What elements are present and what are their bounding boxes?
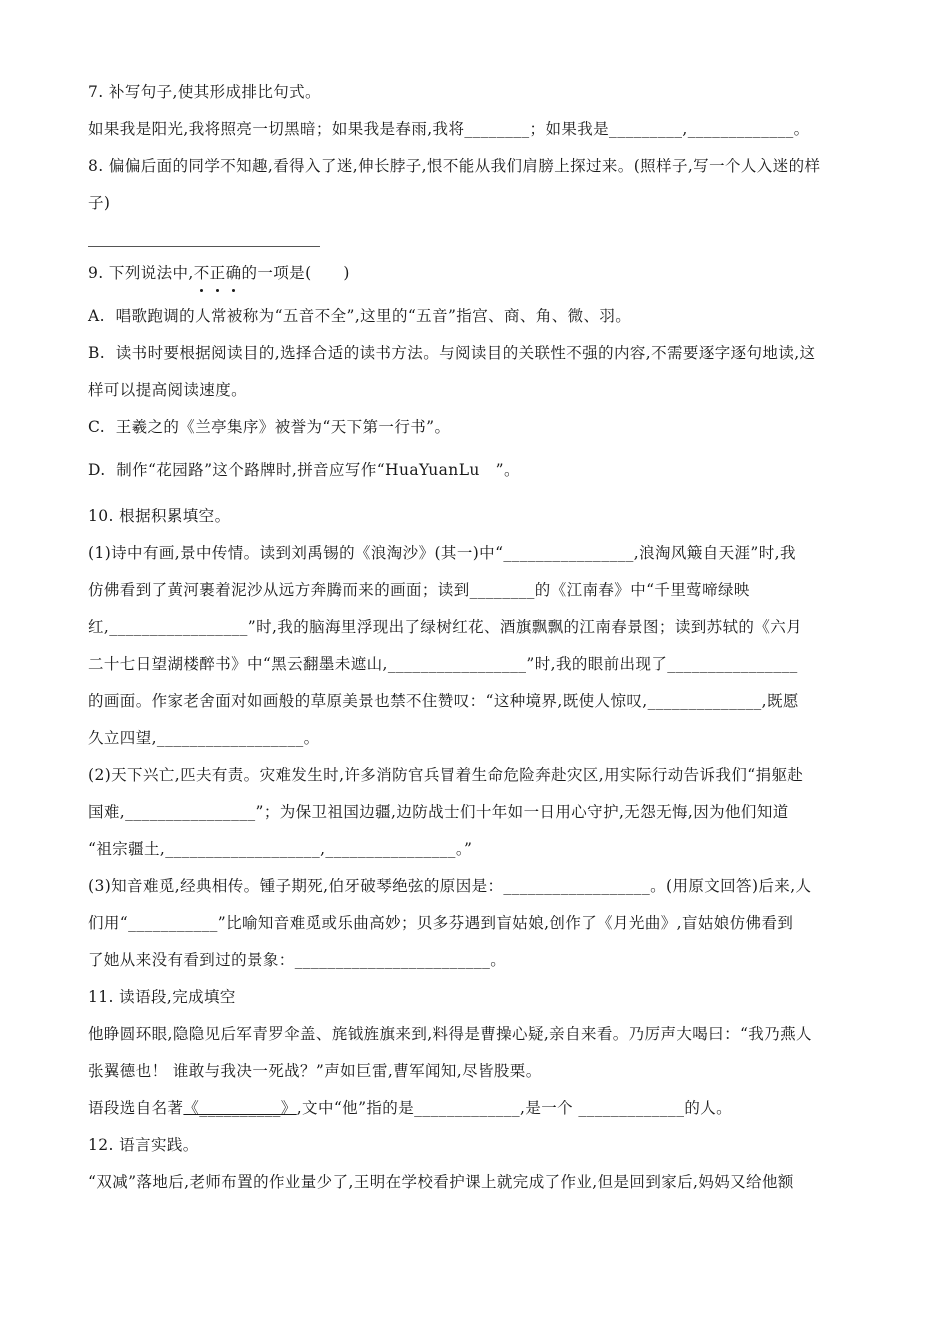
q9-option-c: C. 王羲之的《兰亭集序》被誉为“天下第一行书”。: [88, 418, 451, 436]
q10-p2-line-1: (2)天下兴亡,匹夫有责。灾难发生时,许多消防官兵冒着生命危险奔赴灾区,用实际行动告诉我们“捐躯赴: [88, 766, 804, 784]
q10-p1-line-4: 二十七日望湖楼醉书》中“黑云翻墨未遮山,_________________”时,我的眼前出现了________________: [88, 655, 798, 673]
q10-p1-line-1: (1)诗中有画,景中传情。读到刘禹锡的《浪淘沙》(其一)中“________________,浪淘风簸自天涯”时,我: [88, 544, 796, 562]
q11-fill-pre: 语段选自名著: [88, 1099, 184, 1117]
q11-passage-line-1: 他睁圆环眼,隐隐见后军青罗伞盖、旄钺旌旗来到,料得是曹操心疑,亲自来看。乃厉声大喝曰：“我乃燕人: [88, 1025, 812, 1043]
q9-option-b-line-1: B. 读书时要根据阅读目的,选择合适的读书方法。与阅读目的关联性不强的内容,不需要逐字逐句地读,这: [88, 344, 816, 362]
q8-line-2: 子): [88, 194, 111, 212]
q10-p1-line-3: 红,_________________”时,我的脑海里浮现出了绿树红花、酒旗飘飘的江南春景图；读到苏轼的《六月: [88, 618, 803, 636]
q11-fill-line: [88, 1097, 732, 1119]
q8-line-1: 8. 偏偏后面的同学不知趣,看得入了迷,伸长脖子,恨不能从我们肩膀上探过来。(照样子,写一个人入迷的样: [88, 157, 821, 175]
q10-title: 10. 根据积累填空。: [88, 507, 231, 525]
q9-option-d: D. 制作“花园路”这个路牌时,拼音应写作“HuaYuanLu ”。: [88, 461, 520, 479]
q10-p3-line-1: (3)知音难觅,经典相传。锺子期死,伯牙破琴绝弦的原因是：__________________。(用原文回答)后来,人: [88, 877, 812, 895]
q11-fill-post: ,文中“他”指的是_____________,是一个 _____________的人。: [296, 1099, 733, 1117]
q9-stem-post: 的一项是( ): [241, 264, 350, 282]
q11-book-blank: 《__________》: [183, 1099, 297, 1117]
q7-line: 如果我是阳光,我将照亮一切黑暗；如果我是春雨,我将________；如果我是_________,_____________。: [88, 120, 810, 138]
q9-stem-pre: 9. 下列说法中,: [88, 264, 194, 282]
q10-p1-line-6: 久立四望,__________________。: [88, 729, 320, 747]
q11-title: 11. 读语段,完成填空: [88, 988, 236, 1006]
q10-p1-line-5: 的画面。作家老舍面对如画般的草原美景也禁不住赞叹：“这种境界,既使人惊叹,______________,既愿: [88, 692, 799, 710]
emphasis-dot-char: 确: [225, 264, 242, 282]
q7-title: 7. 补写句子,使其形成排比句式。: [88, 83, 321, 101]
q10-p3-line-3: 了她从来没有看到过的景象：________________________。: [88, 951, 507, 969]
q10-p3-line-2: 们用“___________”比喻知音难觅或乐曲高妙；贝多芬遇到盲姑娘,创作了《月光曲》,盲姑娘仿佛看到: [88, 914, 794, 932]
q8-answer-line: [88, 246, 320, 247]
q11-passage-line-2: 张翼德也！ 谁敢与我决一死战？”声如巨雷,曹军闻知,尽皆股栗。: [88, 1062, 542, 1080]
q10-p1-line-2: 仿佛看到了黄河裹着泥沙从远方奔腾而来的画面；读到________的《江南春》中“千里莺啼绿映: [88, 581, 750, 599]
q9-option-a: A. 唱歌跑调的人常被称为“五音不全”,这里的“五音”指宫、商、角、微、羽。: [88, 307, 632, 325]
q10-p2-line-2: 国难,________________”；为保卫祖国边疆,边防战士们十年如一日用心守护,无怨无悔,因为他们知道: [88, 803, 789, 821]
q10-p2-line-3: “祖宗疆土,___________________,________________。”: [88, 840, 473, 858]
q12-line-1: “双减”落地后,老师布置的作业量少了,王明在学校看护课上就完成了作业,但是回到家后,妈妈又给他额: [88, 1173, 794, 1191]
q12-title: 12. 语言实践。: [88, 1136, 199, 1154]
q9-option-b-line-2: 样可以提高阅读速度。: [88, 381, 248, 399]
emphasis-dot-char: 正: [209, 264, 226, 282]
emphasis-dot-char: 不: [193, 264, 210, 282]
q9-stem: [88, 262, 350, 284]
